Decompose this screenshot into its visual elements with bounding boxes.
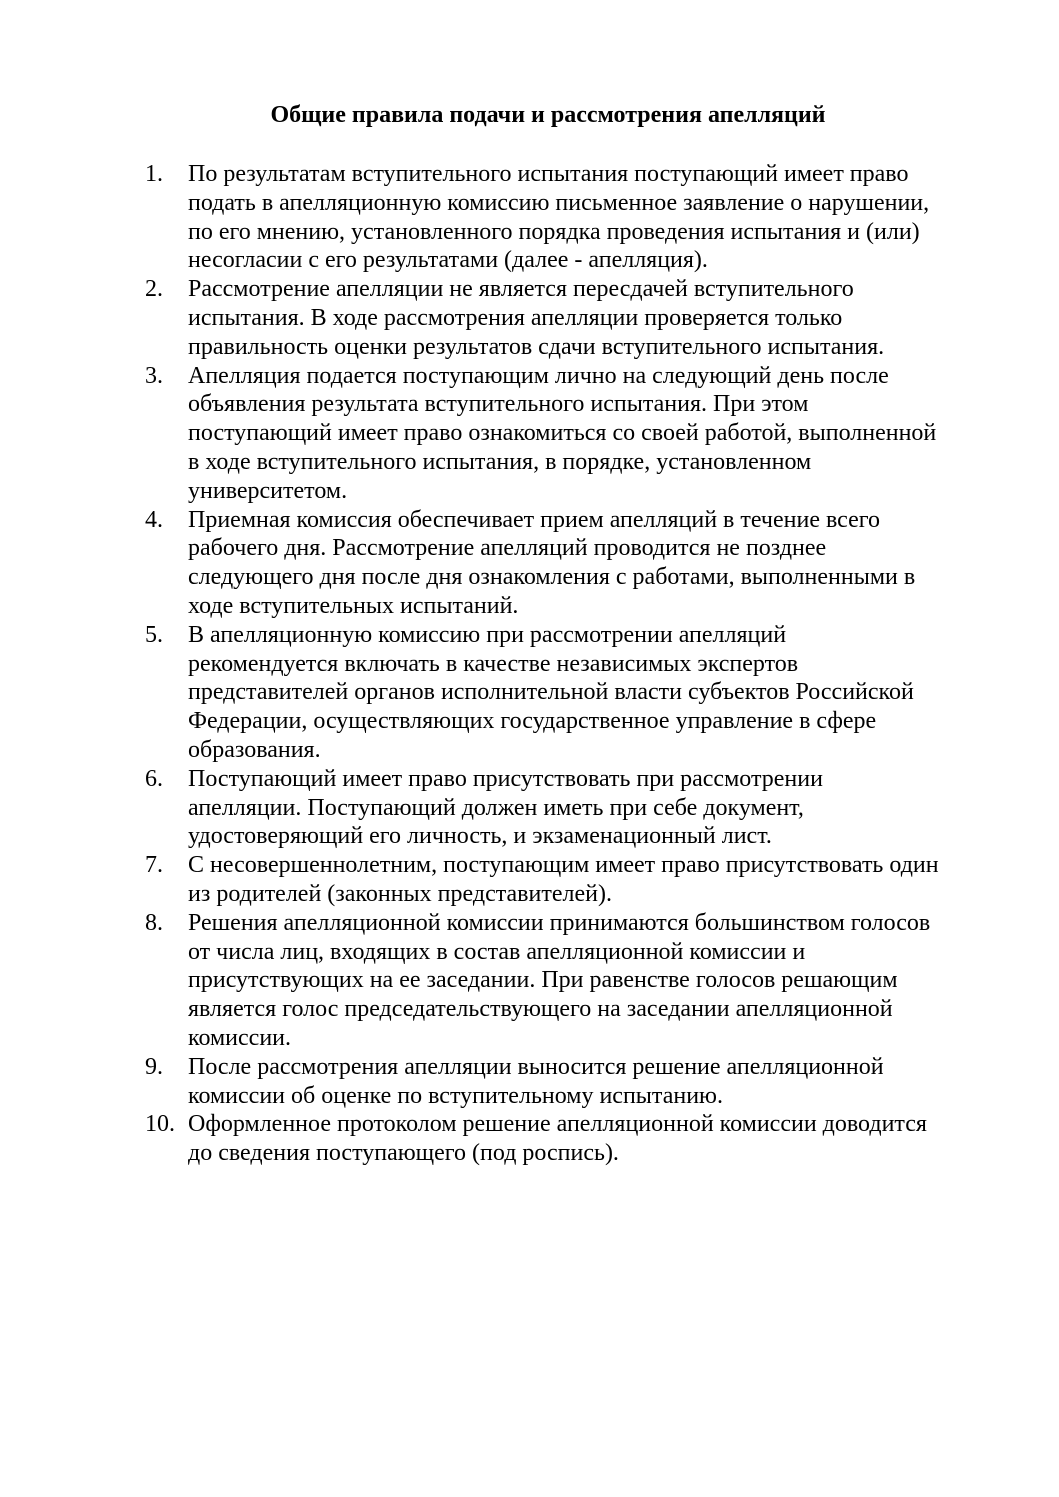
rule-text-line: комиссии об оценке по вступительному испытанию. [188, 1082, 723, 1109]
rule-text [188, 1110, 985, 1168]
rule-text-line: Рассмотрение апелляции не является пересдачей вступительного [188, 276, 854, 303]
rule-number: 7. [145, 852, 163, 879]
rule-text-line: Поступающий имеет право присутствовать при рассмотрении [188, 765, 823, 792]
rule-number: 3. [145, 362, 163, 389]
rule-text-line: из родителей (законных представителей). [188, 880, 612, 907]
rule-text [188, 275, 985, 361]
rule-text-line: от числа лиц, входящих в состав апелляционной комиссии и [188, 938, 806, 965]
rule-text-line: объявления результата вступительного испытания. При этом [188, 391, 809, 418]
page-title: Общие правила подачи и рассмотрения апелляций [270, 102, 826, 128]
rule-text-line: университетом. [188, 477, 348, 504]
rule-text-line: удостоверяющий его личность, и экзаменационный лист. [188, 823, 772, 850]
list-item [145, 1110, 985, 1168]
rule-number: 5. [145, 621, 163, 648]
rule-text-line: поступающий имеет право ознакомиться со своей работой, выполненной [188, 420, 937, 447]
list-item [145, 275, 985, 361]
rule-text-line: по его мнению, установленного порядка проведения испытания и (или) [188, 218, 920, 245]
list-item [145, 362, 985, 506]
rule-number: 2. [145, 276, 163, 303]
rule-text-line: в ходе вступительного испытания, в порядке, установленном [188, 448, 812, 475]
list-item [145, 851, 985, 909]
rule-number: 10. [145, 1111, 175, 1138]
rule-text [188, 765, 985, 851]
rule-text-line: Федерации, осуществляющих государственное управление в сфере [188, 708, 877, 735]
rule-text-line: В апелляционную комиссию при рассмотрении апелляций [188, 621, 787, 648]
rules-list [145, 160, 985, 1168]
rule-text-line: Оформленное протоколом решение апелляционной комиссии доводится [188, 1111, 927, 1138]
list-item [145, 1053, 985, 1111]
rule-text [188, 909, 985, 1053]
rule-text-line: Решения апелляционной комиссии принимаются большинством голосов [188, 909, 931, 936]
rule-text [188, 851, 985, 909]
rule-text-line: После рассмотрения апелляции выносится решение апелляционной [188, 1053, 884, 1080]
rule-number: 1. [145, 161, 163, 187]
rule-text-line: испытания. В ходе рассмотрения апелляции проверяется только [188, 304, 843, 331]
rule-text [188, 621, 985, 765]
list-item [145, 621, 985, 765]
rule-text [188, 506, 985, 621]
rule-text-line: рекомендуется включать в качестве независимых экспертов [188, 650, 799, 677]
list-item [145, 909, 985, 1053]
rule-text-line: следующего дня после дня ознакомления с работами, выполненными в [188, 564, 916, 591]
list-item [145, 160, 985, 275]
rule-text-line: является голос председательствующего на заседании апелляционной [188, 996, 893, 1023]
rule-text [188, 1053, 985, 1111]
rule-text-line: образования. [188, 736, 321, 763]
rule-number: 9. [145, 1053, 163, 1080]
rule-text-line: до сведения поступающего (под роспись). [188, 1140, 619, 1167]
rule-text-line: правильность оценки результатов сдачи вступительного испытания. [188, 333, 885, 360]
rule-text-line: По результатам вступительного испытания поступающий имеет право [188, 161, 909, 187]
rule-text-line: ходе вступительных испытаний. [188, 592, 519, 619]
rule-text [188, 362, 985, 506]
rule-text-line: Апелляция подается поступающим лично на следующий день после [188, 362, 889, 389]
rule-text [188, 160, 985, 275]
rule-text-line: апелляции. Поступающий должен иметь при себе документ, [188, 794, 804, 821]
rule-number: 6. [145, 765, 163, 792]
rule-text-line: присутствующих на ее заседании. При равенстве голосов решающим [188, 967, 898, 994]
rule-text-line: С несовершеннолетним, поступающим имеет право присутствовать один [188, 852, 939, 879]
rule-text-line: рабочего дня. Рассмотрение апелляций проводится не позднее [188, 535, 827, 562]
rule-text-line: подать в апелляционную комиссию письменное заявление о нарушении, [188, 189, 930, 216]
rule-text-line: комиссии. [188, 1024, 292, 1051]
list-item [145, 506, 985, 621]
rule-number: 8. [145, 909, 163, 936]
rule-text-line: представителей органов исполнительной власти субъектов Российской [188, 679, 914, 706]
rule-number: 4. [145, 506, 163, 533]
list-item [145, 765, 985, 851]
rule-text-line: Приемная комиссия обеспечивает прием апелляций в течение всего [188, 506, 881, 533]
rule-text-line: несогласии с его результатами (далее - апелляция). [188, 247, 708, 274]
